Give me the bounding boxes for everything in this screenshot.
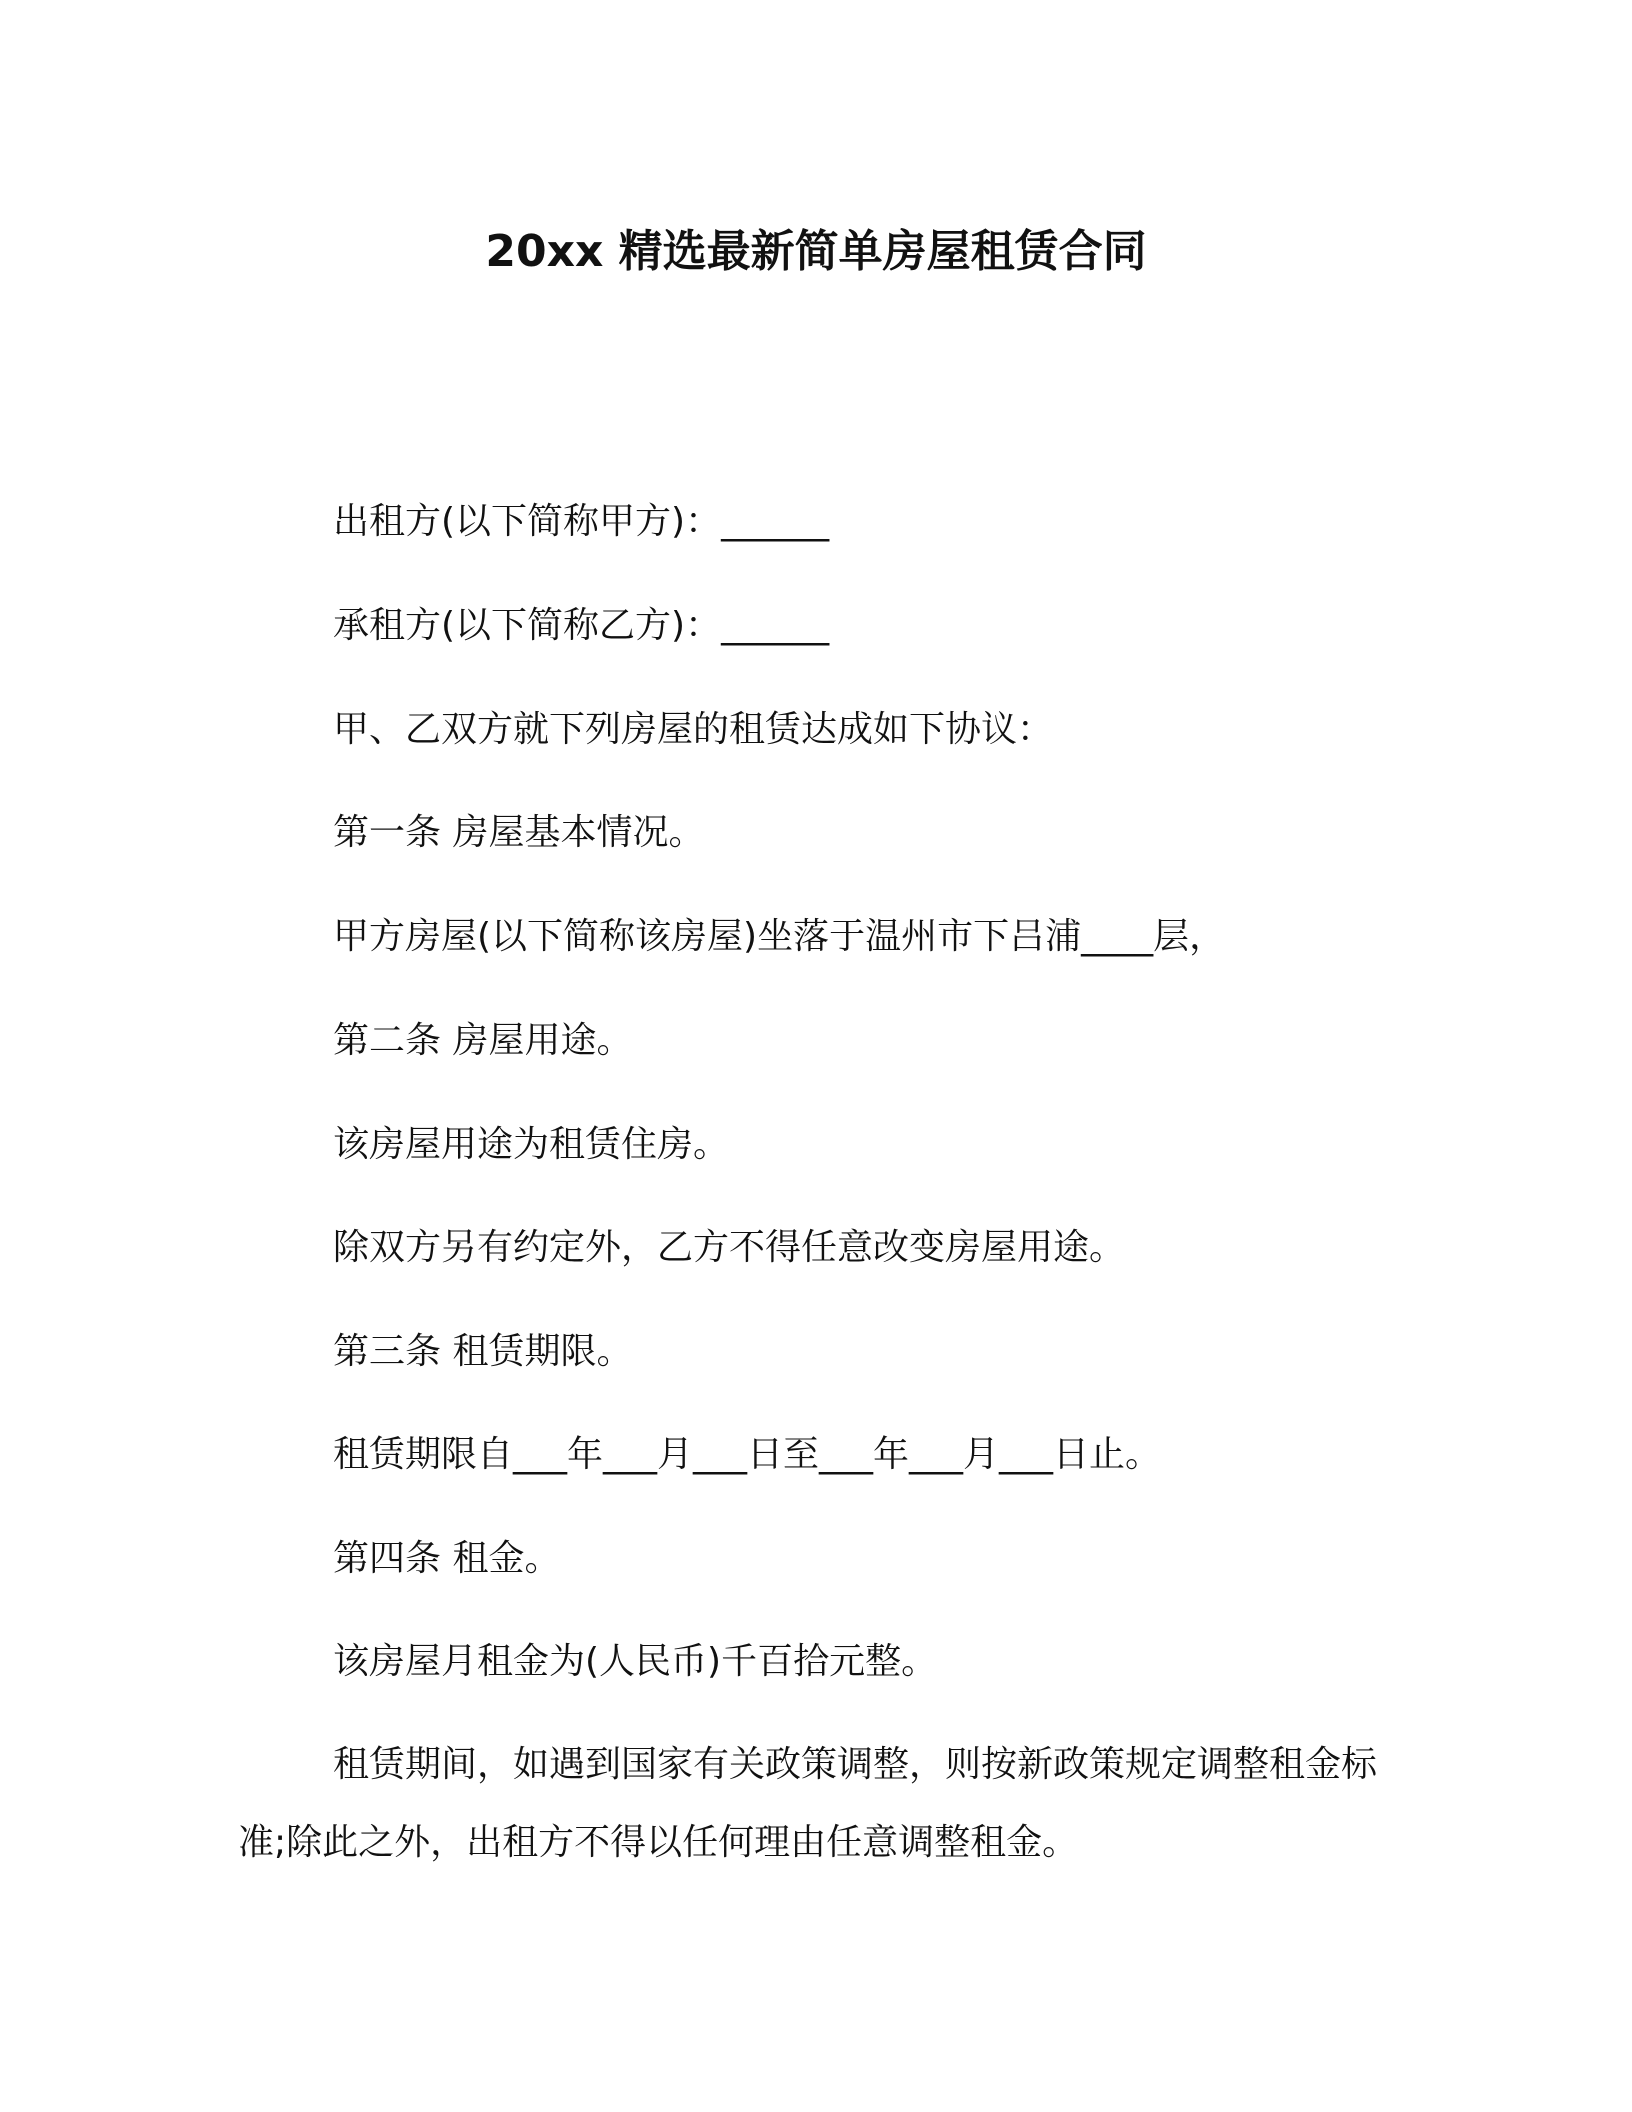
rent-adjustment-paragraph: 租赁期间，如遇到国家有关政策调整，则按新政策规定调整租金标准;除此之外，出租方不得以任何理由任意调整租金。: [238, 1744, 1378, 1863]
agreement-intro: 甲、乙双方就下列房屋的租赁达成如下协议：: [333, 709, 1054, 750]
article-4-text: 该房屋月租金为(人民币)千百拾元整。: [333, 1641, 938, 1682]
article-1-text: 甲方房屋(以下简称该房屋)坐落于温州市下吕浦____层，: [333, 916, 1226, 957]
lessor-line: 出租方(以下简称甲方)：______: [333, 501, 830, 542]
article-2-heading: 第二条 房屋用途。: [333, 1020, 633, 1061]
article-1-heading: 第一条 房屋基本情况。: [333, 812, 705, 853]
article-3-text: 租赁期限自___年___月___日至___年___月___日止。: [333, 1434, 1162, 1475]
article-4-heading: 第四条 租金。: [333, 1538, 561, 1579]
lessee-line: 承租方(以下简称乙方)：______: [333, 605, 830, 646]
article-2-text: 该房屋用途为租赁住房。: [333, 1124, 730, 1165]
document-title: 20xx 精选最新简单房屋租赁合同: [485, 226, 1147, 277]
article-2-text-2: 除双方另有约定外，乙方不得任意改变房屋用途。: [333, 1227, 1126, 1268]
article-3-heading: 第三条 租赁期限。: [333, 1331, 633, 1372]
